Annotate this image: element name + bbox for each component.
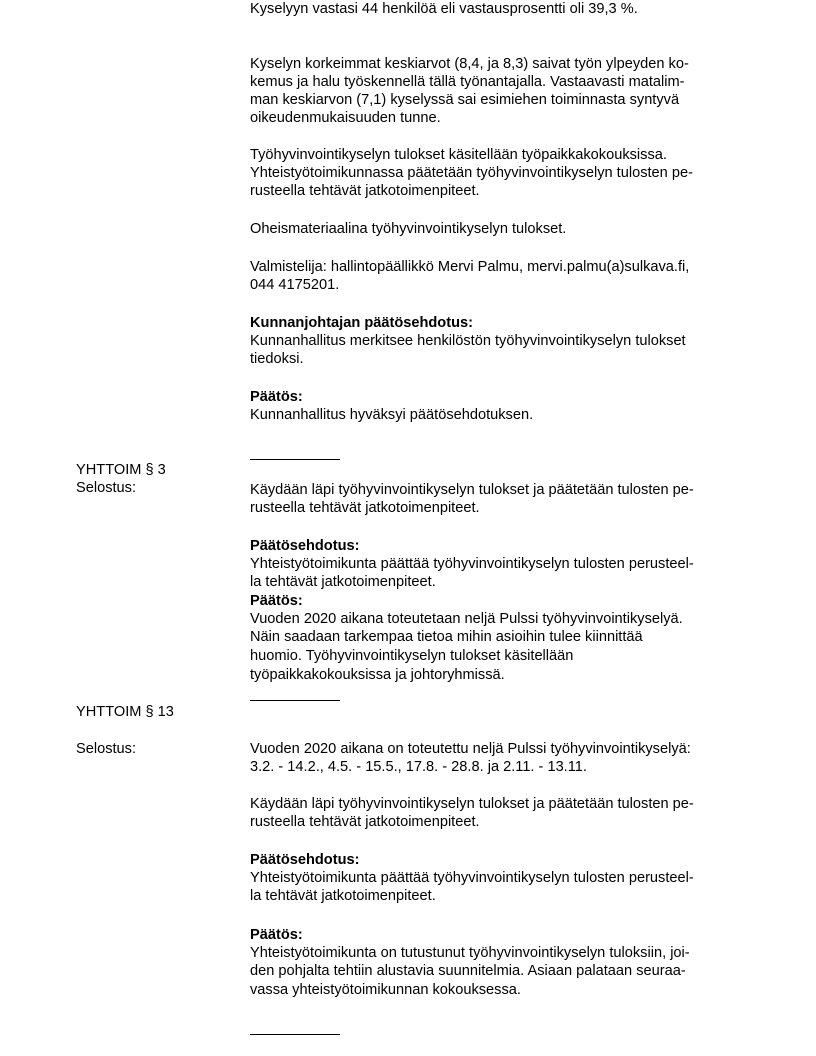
body-text-line: Yhteistyötoimikunnassa päätetään työhyvinvointikyselyn tulosten pe-: [250, 165, 693, 181]
proposal-heading: Päätösehdotus:: [250, 852, 360, 868]
body-text-line: Kyselyn korkeimmat keskiarvot (8,4, ja 8,3) saivat työn ylpeyden ko-: [250, 56, 689, 72]
decision-heading: Päätös:: [250, 927, 303, 943]
separator-rule: [250, 1034, 340, 1035]
decision-text: Kunnanhallitus hyväksyi päätösehdotuksen.: [250, 407, 534, 423]
body-text-line: rusteella tehtävät jatkotoimenpiteet.: [250, 500, 480, 516]
proposal-text: la tehtävät jatkotoimenpiteet.: [250, 888, 436, 904]
body-text-line: Kyselyyn vastasi 44 henkilöä eli vastausprosentti oli 39,3 %.: [250, 1, 638, 17]
decision-text: työpaikkakokouksissa ja johtoryhmissä.: [250, 667, 505, 683]
proposal-text: la tehtävät jatkotoimenpiteet.: [250, 574, 436, 590]
decision-text: Yhteistyötoimikunta on tutustunut työhyvinvointikyselyn tuloksiin, joi-: [250, 945, 690, 961]
proposal-text: Yhteistyötoimikunta päättää työhyvinvointikyselyn tulosten perusteel-: [250, 556, 694, 572]
decision-heading: Päätös:: [250, 593, 303, 609]
body-text-line: Työhyvinvointikyselyn tulokset käsitellään työpaikkakokouksissa.: [250, 147, 667, 163]
body-text-line: kemus ja halu työskennellä tällä työnantajalla. Vastaavasti matalim-: [250, 74, 685, 90]
separator-rule: [250, 700, 340, 701]
decision-heading: Päätös:: [250, 389, 303, 405]
body-text-line: Käydään läpi työhyvinvointikyselyn tulokset ja päätetään tulosten pe-: [250, 482, 694, 498]
section-title: YHTTOIM § 3: [76, 462, 166, 478]
decision-text: huomio. Työhyvinvointikyselyn tulokset käsitellään: [250, 648, 574, 664]
proposal-text: Kunnanhallitus merkitsee henkilöstön työhyvinvointikyselyn tulokset: [250, 333, 686, 349]
proposal-heading: Kunnanjohtajan päätösehdotus:: [250, 315, 473, 331]
section-label: Selostus:: [76, 741, 137, 757]
body-text-line: Käydään läpi työhyvinvointikyselyn tulokset ja päätetään tulosten pe-: [250, 796, 694, 812]
body-text-line: man keskiarvon (7,1) kyselyssä sai esimiehen toiminnasta syntyvä: [250, 92, 680, 108]
body-text-line: oikeudenmukaisuuden tunne.: [250, 110, 441, 126]
body-text-line: rusteella tehtävät jatkotoimenpiteet.: [250, 183, 480, 199]
separator-rule: [250, 459, 340, 460]
proposal-text: Yhteistyötoimikunta päättää työhyvinvointikyselyn tulosten perusteel-: [250, 870, 694, 886]
decision-text: Näin saadaan tarkempaa tietoa mihin asioihin tulee kiinnittää: [250, 629, 643, 645]
body-text-line: Oheismateriaalina työhyvinvointikyselyn tulokset.: [250, 221, 567, 237]
body-text-line: rusteella tehtävät jatkotoimenpiteet.: [250, 814, 480, 830]
proposal-heading: Päätösehdotus:: [250, 538, 360, 554]
decision-text: Vuoden 2020 aikana toteutetaan neljä Pulssi työhyvinvointikyselyä.: [250, 611, 683, 627]
preparer-line: Valmistelija: hallintopäällikkö Mervi Palmu, mervi.palmu(a)sulkava.fi,: [250, 259, 690, 275]
body-text-line: 3.2. - 14.2., 4.5. - 15.5., 17.8. - 28.8. ja 2.11. - 13.11.: [250, 759, 587, 775]
section-title: YHTTOIM § 13: [76, 704, 174, 720]
decision-text: vassa yhteistyötoimikunnan kokouksessa.: [250, 982, 521, 998]
section-label: Selostus:: [76, 480, 137, 496]
decision-text: den pohjalta tehtiin alustavia suunnitelmia. Asiaan palataan seuraa-: [250, 963, 686, 979]
proposal-text: tiedoksi.: [250, 351, 304, 367]
preparer-phone: 044 4175201.: [250, 277, 340, 293]
body-text-line: Vuoden 2020 aikana on toteutettu neljä Pulssi työhyvinvointikyselyä:: [250, 741, 691, 757]
